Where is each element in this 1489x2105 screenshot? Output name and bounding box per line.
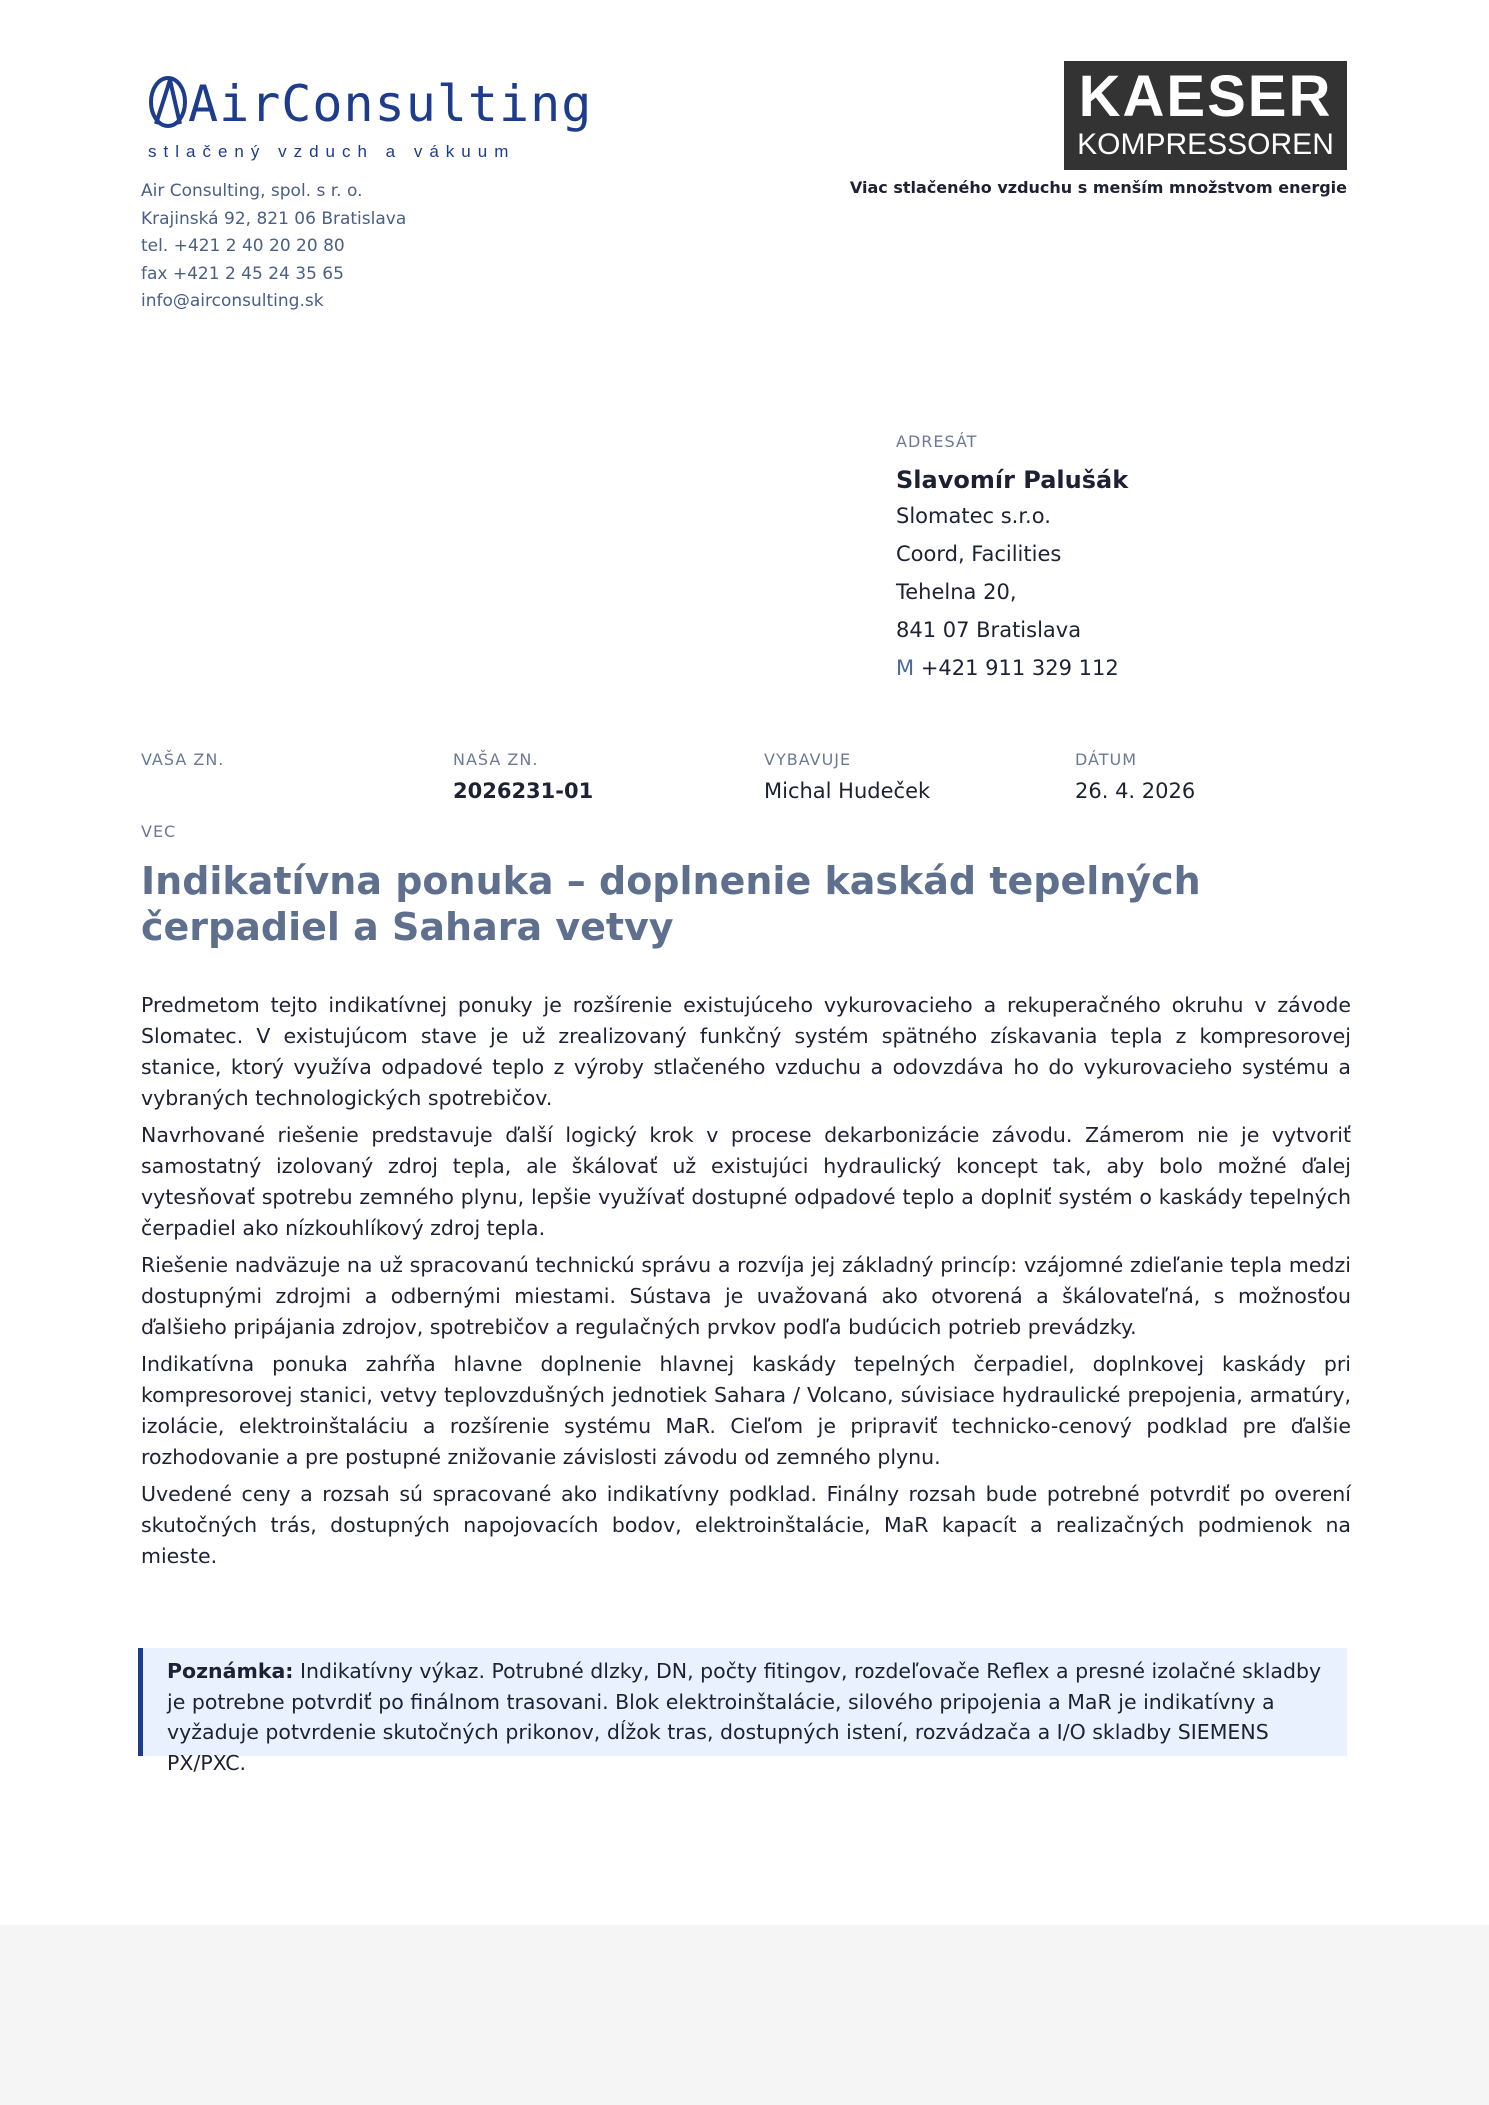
body-paragraph: Navrhované riešenie predstavuje ďalší logický krok v procese dekarbonizácie závodu. Zámerom nie je vytvoriť samostatný izolovaný zdroj tepla, ale škálovať už existujúci hydraulický koncept tak, aby bolo možné ďalej vytesňovať spotrebu zemného plynu, lepšie využívať dostupné odpadové teplo a doplniť systém o kaskády tepelných čerpadiel ako nízkouhlíkový zdroj tepla. [141, 1123, 1351, 1240]
note-label: Poznámka: [167, 1659, 294, 1683]
addressee-name: Slavomír Palušák [896, 466, 1129, 494]
airconsulting-logo-text: AirConsulting [188, 75, 593, 133]
sender-tel: tel. +421 2 40 20 20 80 [141, 236, 345, 256]
kaeser-logo-top: KAESER [1078, 64, 1333, 129]
sender-block [141, 178, 406, 316]
body-paragraph: Uvedené ceny a rozsah sú spracované ako indikatívny podklad. Finálny rozsah bude potrebné potvrdiť po overení skutočných trás, dostupných napojovacích bodov, elektroinštalácie, MaR kapacít a realizačných podmienok na mieste. [141, 1482, 1351, 1568]
kaeser-slogan: Viac stlačeného vzduchu s menším množstvom energie [849, 178, 1347, 197]
addressee-mobile-row [896, 649, 1128, 687]
ref-nasa-zn-value: 2026231-01 [453, 779, 594, 803]
addressee-street: Tehelna 20, [896, 580, 1017, 604]
subject-label: VEC [141, 822, 177, 841]
addressee-mobile: +421 911 329 112 [920, 656, 1119, 680]
airconsulting-logo [148, 70, 593, 170]
note-box [138, 1648, 1347, 1775]
sender-address: Krajinská 92, 821 06 Bratislava [141, 208, 407, 229]
ref-vasa-zn-label: VAŠA ZN. [141, 750, 225, 769]
addressee-block [896, 432, 1128, 687]
addressee-mobile-prefix: M [896, 656, 915, 680]
reference-row [141, 750, 1351, 810]
sender-email: info@airconsulting.sk [141, 291, 324, 311]
ref-nasa-zn-label: NAŠA ZN. [453, 750, 539, 769]
kaeser-logo-bottom: KOMPRESSOREN [1077, 128, 1334, 161]
ref-nasa-zn [453, 750, 593, 803]
subject-title: Indikatívna ponuka – doplnenie kaskád tepelných čerpadiel a Sahara vetvy [141, 859, 1201, 949]
ref-vybavuje-value: Michal Hudeček [764, 779, 931, 803]
sender-fax: fax +421 2 45 24 35 65 [141, 263, 344, 284]
body-paragraph: Predmetom tejto indikatívnej ponuky je rozšírenie existujúceho vykurovacieho a rekuperačného okruhu v závode Slomatec. V existujúcom stave je už zrealizovaný funkčný systém spätného získavania tepla z kompresorovej stanice, ktorý využíva odpadové teplo z výroby stlačeného vzduchu a odovzdáva ho do vykurovacieho systému a vybraných technologických spotrebičov. [141, 993, 1351, 1110]
addressee-role: Coord, Facilities [896, 542, 1062, 566]
sender-company: Air Consulting, spol. s r. o. [141, 181, 363, 201]
ref-datum-value: 26. 4. 2026 [1075, 779, 1196, 803]
body-paragraph: Riešenie nadväzuje na už spracovanú technickú správu a rozvíja jej základný princíp: vzájomné zdieľanie tepla medzi dostupnými zdrojmi a odbernými miestami. Sústava je uvažovaná ako otvorená a škálovateľná, s možnosťou ďalšieho pripájania zdrojov, spotrebičov a regulačných prvkov podľa budúcich potrieb prevádzky. [141, 1253, 1351, 1339]
ref-vybavuje-label: VYBAVUJE [764, 750, 852, 769]
ref-datum [1075, 750, 1195, 803]
airconsulting-tagline: stlačený vzduch a vákuum [148, 142, 516, 161]
ref-datum-label: DÁTUM [1075, 750, 1138, 769]
addressee-label: ADRESÁT [896, 432, 978, 451]
body-paragraph: Indikatívna ponuka zahŕňa hlavne doplnenie hlavnej kaskády tepelných čerpadiel, doplnkovej kaskády pri kompresorovej stanici, vetvy teplovzdušných jednotiek Sahara / Volcano, súvisiace hydraulické prepojenia, armatúry, izolácie, elektroinštaláciu a rozšírenie systému MaR. Cieľom je pripraviť technicko-cenový podklad pre ďalšie rozhodovanie a pre postupné znižovanie závislosti závodu od zemného plynu. [141, 1352, 1351, 1469]
letter-body [141, 990, 1351, 1578]
addressee-company: Slomatec s.r.o. [896, 504, 1051, 528]
ref-vybavuje [764, 750, 930, 803]
airconsulting-logo-mark [148, 74, 188, 134]
note-text: Indikatívny výkaz. Potrubné dlzky, DN, počty fitingov, rozdeľovače Reflex a presné izolačné skladby je potrebne potvrdiť po finálnom trasovani. Blok elektroinštalácie, silového pripojenia a MaR je indikatívny a vyžaduje potvrdenie skutočných prikonov, dĺžok tras, dostupných istení, rozvádzača a I/O skladby SIEMENS PX/PXC. [167, 1659, 1322, 1775]
ref-vasa-zn [141, 750, 224, 779]
kaeser-logo [1064, 61, 1347, 170]
addressee-city: 841 07 Bratislava [896, 618, 1082, 642]
